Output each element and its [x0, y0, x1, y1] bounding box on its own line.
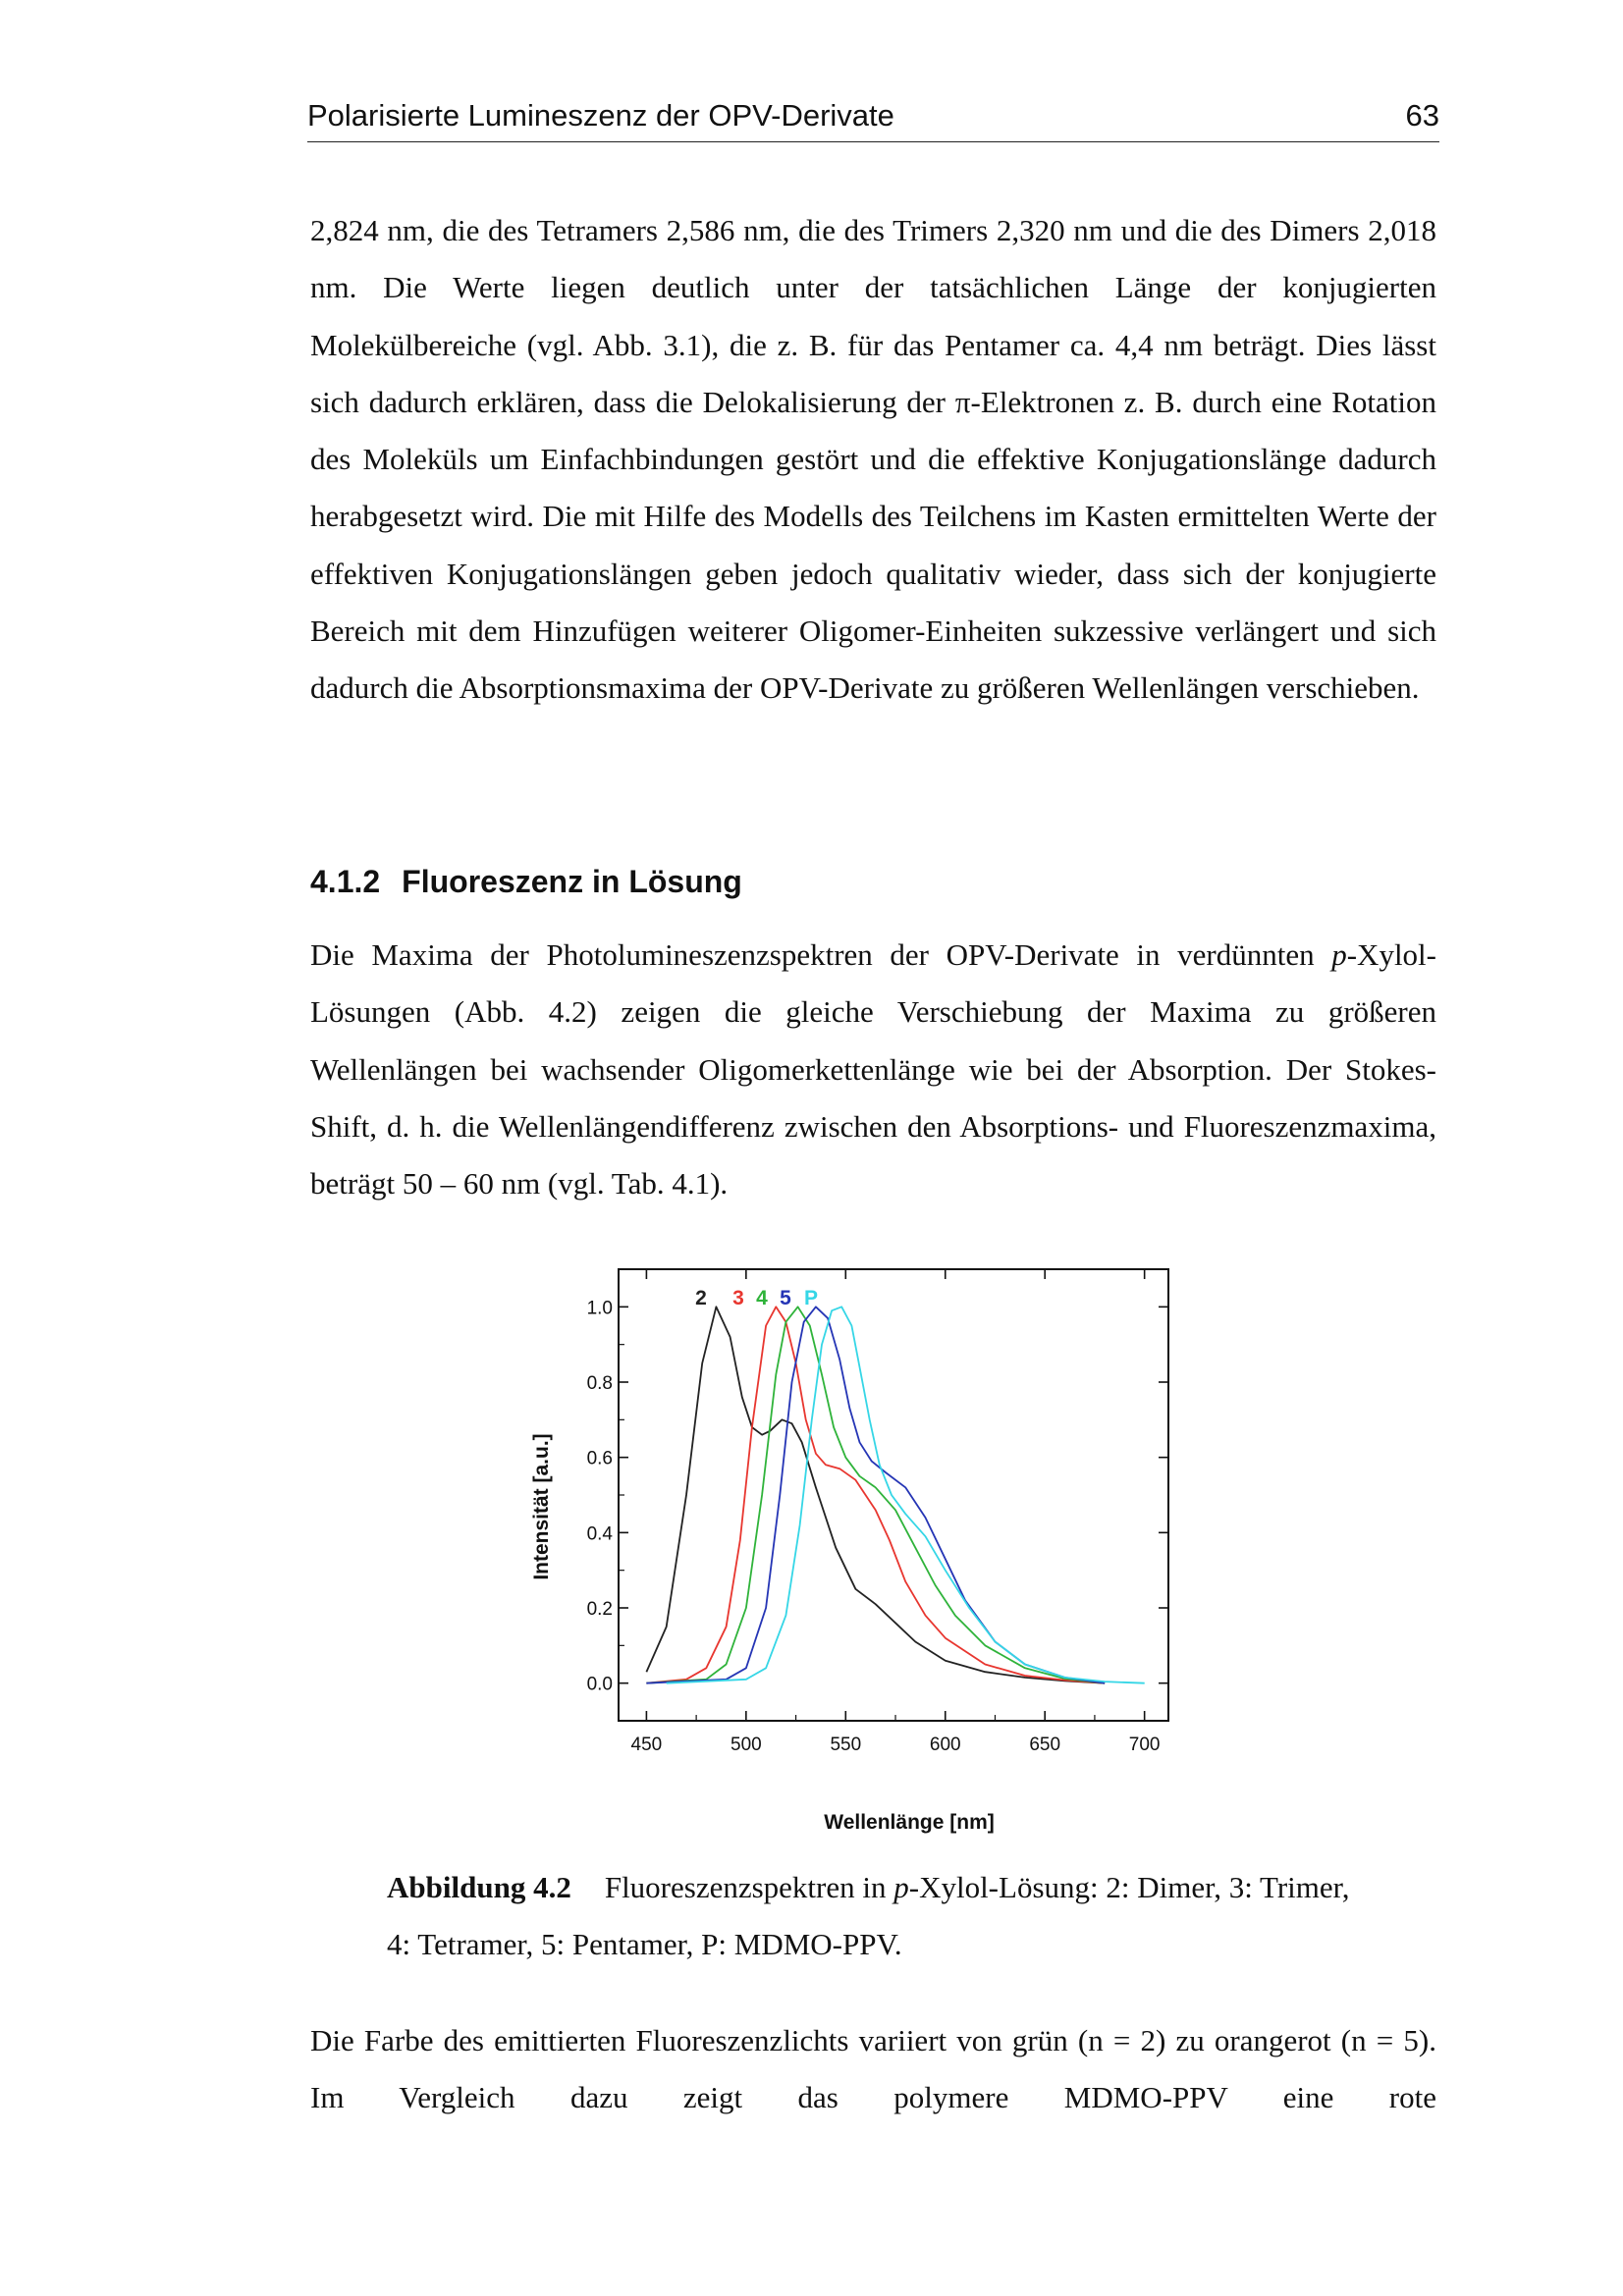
paragraph-text-part: -Xylol-Lösungen (Abb. 4.2) zeigen die gleiche Verschiebung der Maxima zu größeren Wellenlängen bei wachsender Oligomerkettenlänge wie bei der Absorption. Der Stokes-Shift, d. h. die Wellenlängendifferenz zwischen den Absorptions- und Fluoreszenzmaxima, beträgt 50 – 60 nm (vgl. Tab. 4.1). — [310, 937, 1436, 1201]
x-tick-label: 500 — [730, 1735, 762, 1755]
page-number: 63 — [1405, 98, 1439, 133]
caption-line-2: 4: Tetramer, 5: Pentamer, P: MDMO-PPV. — [387, 1927, 902, 1961]
x-tick-label: 700 — [1128, 1735, 1161, 1755]
running-header — [307, 94, 1439, 142]
section-title: Fluoreszenz in Lösung — [402, 864, 742, 899]
y-tick-label: 0.2 — [586, 1599, 613, 1620]
figure-caption — [387, 1859, 1436, 1973]
caption-italic-p: p — [893, 1870, 909, 1904]
caption-line-1 — [387, 1859, 1436, 1916]
x-tick-label: 600 — [929, 1735, 961, 1755]
plot-frame — [619, 1269, 1168, 1721]
y-tick-label: 0.8 — [586, 1373, 613, 1394]
section-heading — [310, 864, 742, 900]
legend-label-4: 4 — [756, 1287, 768, 1309]
y-tick-label: 0.0 — [586, 1674, 613, 1695]
fluorescence-spectra-figure — [530, 1259, 1217, 1848]
paragraph-fluorescence-maxima — [310, 927, 1436, 1212]
x-axis-label: Wellenlänge [nm] — [824, 1811, 995, 1834]
x-tick-label: 550 — [830, 1735, 862, 1755]
x-tick-label: 650 — [1029, 1735, 1061, 1755]
paragraph-emission-color: Die Farbe des emittierten Fluoreszenzlichts variiert von grün (n = 2) zu orangerot (n = 5). Im Vergleich dazu zeigt das polymere MDMO-PPV eine rote — [310, 2023, 1436, 2115]
paragraph-text-part: Die Maxima der Photolumineszenzspektren der OPV-Derivate in verdünnten — [310, 937, 1332, 972]
y-tick-label: 1.0 — [586, 1298, 613, 1319]
legend-label-5: 5 — [780, 1287, 791, 1309]
legend-label-3: 3 — [732, 1287, 744, 1309]
x-tick-label: 450 — [630, 1735, 663, 1755]
caption-label: Abbildung 4.2 — [387, 1870, 571, 1904]
caption-text-part: -Xylol-Lösung: 2: Dimer, 3: Trimer, — [908, 1870, 1350, 1904]
y-tick-label: 0.6 — [586, 1448, 613, 1469]
fluorescence-chart — [530, 1259, 1217, 1848]
paragraph-conjugation-lengths: 2,824 nm, die des Tetramers 2,586 nm, die des Trimers 2,320 nm und die des Dimers 2,018 nm. Die Werte liegen deutlich unter der tatsächlichen Länge der konjugierten Molekülbereiche (vgl. Abb. 3.1), die z. B. für das Pentamer ca. 4,4 nm beträgt. Dies lässt sich dadurch erklären, dass die Delokalisierung der π-Elektronen z. B. durch eine Rotation des Moleküls um Einfachbindungen gestört und die effektive Konjugationslänge dadurch herabgesetzt wird. Die mit Hilfe des Modells des Teilchens im Kasten ermittelten Werte der effektiven Konjugationslängen geben jedoch qualitativ wieder, dass sich der konjugierte Bereich mit dem Hinzufügen weiterer Oligomer-Einheiten sukzessive verlängert und sich dadurch die Absorptionsmaxima der OPV-Derivate zu größeren Wellenlängen verschieben. — [310, 213, 1436, 706]
y-axis-label: Intensität [a.u.] — [530, 1433, 553, 1580]
italic-p: p — [1331, 937, 1347, 972]
legend-label-P: P — [803, 1287, 819, 1309]
legend-label-2: 2 — [695, 1287, 707, 1309]
caption-text-part: Fluoreszenzspektren in — [604, 1870, 894, 1904]
header-title: Polarisierte Lumineszenz der OPV-Derivate — [307, 98, 894, 133]
section-number: 4.1.2 — [310, 864, 381, 899]
y-tick-label: 0.4 — [586, 1523, 613, 1545]
